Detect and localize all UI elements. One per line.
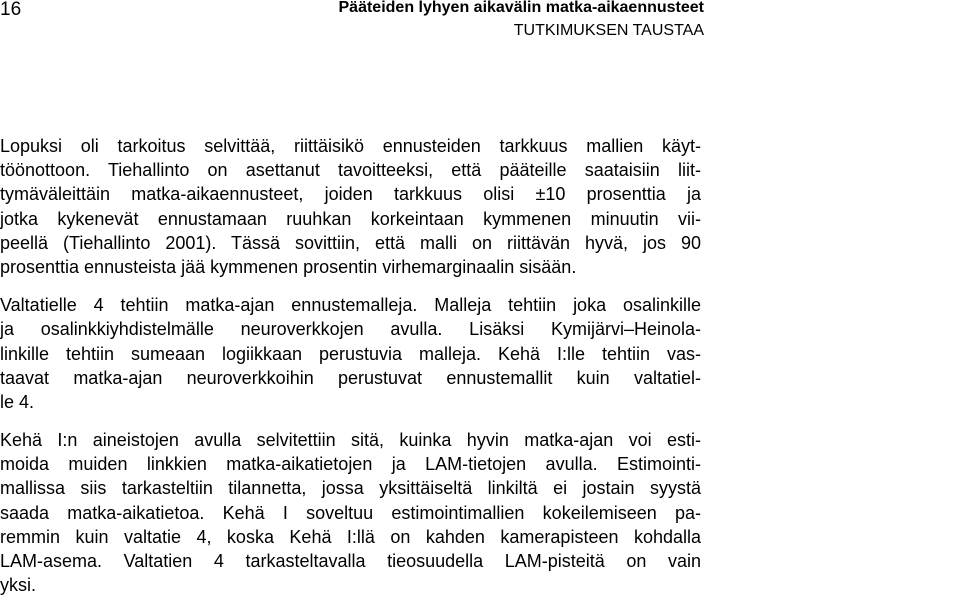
text-line: saada matka-aikatietoa. Kehä I soveltuu estimointimallien kokeilemiseen pa- xyxy=(0,502,701,523)
running-header-title: Pääteiden lyhyen aikavälin matka-aikaennusteet xyxy=(338,0,704,16)
text-line: le 4. xyxy=(0,391,35,412)
text-line: prosenttia ennusteista jää kymmenen prosentin virhemarginaalin sisään. xyxy=(0,256,577,277)
text-line: taavat matka-ajan neuroverkkoihin perustuvat ennustemallit kuin valtatiel- xyxy=(0,367,701,388)
text-line: Lopuksi oli tarkoitus selvittää, riittäisikö ennusteiden tarkkuus mallien käyt- xyxy=(0,136,701,156)
body-text xyxy=(0,134,701,597)
paragraph-1 xyxy=(0,134,701,279)
text-line: remmin kuin valtatie 4, koska Kehä I:llä on kahden kamerapisteen kohdalla xyxy=(0,526,701,547)
page-number: 16 xyxy=(0,0,22,20)
text-line: töönottoon. Tiehallinto on asettanut tavoitteeksi, että pääteille saataisiin liit- xyxy=(0,160,701,181)
text-line: Valtatielle 4 tehtiin matka-ajan ennustemalleja. Malleja tehtiin joka osalinkille xyxy=(0,295,701,316)
text-line: Kehä I:n aineistojen avulla selvitettiin sitä, kuinka hyvin matka-ajan voi esti- xyxy=(0,430,701,451)
text-line: LAM-asema. Valtatien 4 tarkasteltavalla tieosuudella LAM-pisteitä on vain xyxy=(0,551,701,571)
paragraph-3 xyxy=(0,428,701,597)
text-line: mallissa siis tarkasteltiin tilannetta, jossa yksittäiseltä linkiltä ei jostain syystä xyxy=(0,478,701,499)
running-header-subtitle: TUTKIMUKSEN TAUSTAA xyxy=(513,22,704,39)
text-line: tymäväleittäin matka-aikaennusteet, joiden tarkkuus olisi ±10 prosenttia ja xyxy=(0,184,701,205)
text-line: jotka kykenevät ennustamaan ruuhkan korkeintaan kymmenen minuutin vii- xyxy=(0,208,701,229)
text-line: linkille tehtiin sumeaan logiikkaan perustuvia malleja. Kehä I:lle tehtiin vas- xyxy=(0,343,701,364)
text-line: yksi. xyxy=(0,575,36,596)
text-line: peellä (Tiehallinto 2001). Tässä sovittiin, että malli on riittävän hyvä, jos 90 xyxy=(0,232,701,253)
paragraph-2 xyxy=(0,293,701,414)
text-line: ja osalinkkiyhdistelmälle neuroverkkojen avulla. Lisäksi Kymijärvi–Heinola- xyxy=(0,319,701,340)
text-line: moida muiden linkkien matka-aikatietojen ja LAM-tietojen avulla. Estimointi- xyxy=(0,454,701,475)
